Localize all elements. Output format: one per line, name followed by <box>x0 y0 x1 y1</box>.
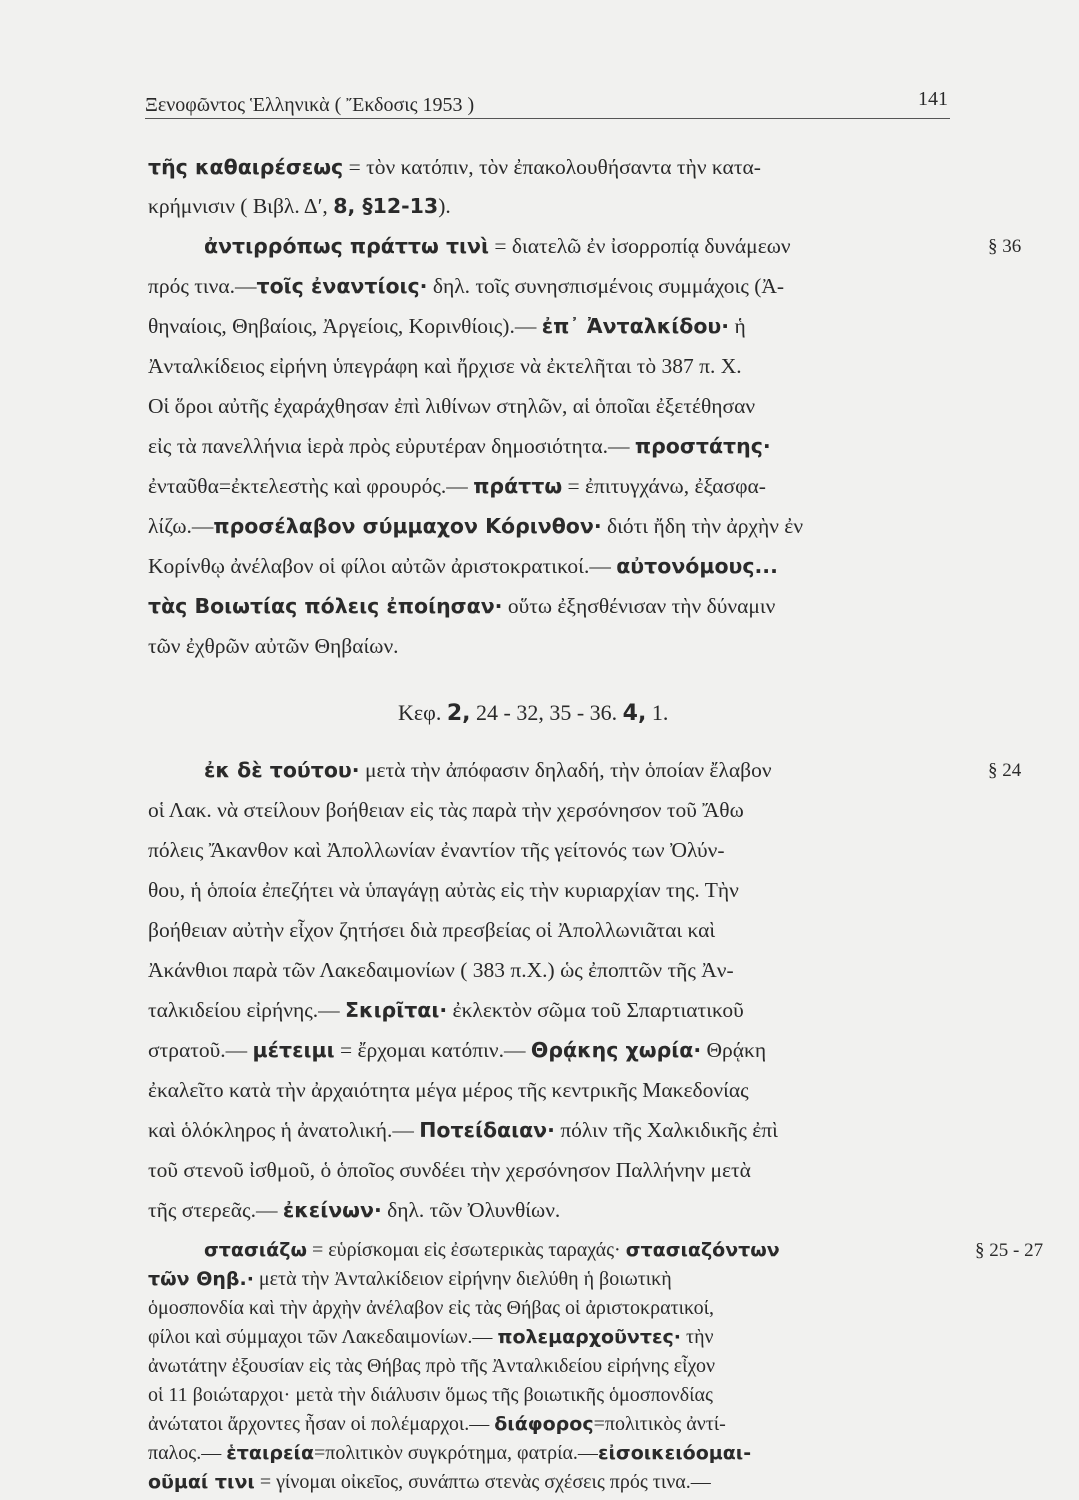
text-run: οἱ 11 βοιώταρχοι· μετὰ τὴν διάλυσιν ὅμως τῆς βοιωτικῆς ὁμοσπονδίας <box>148 1384 713 1406</box>
text-run: ὁμοσπονδία καὶ τὴν ἀρχὴν ἀνέλαβον εἰς τὰς Θήβας οἱ ἀριστοκρατικοί, <box>148 1297 715 1319</box>
text-line <box>148 1443 751 1463</box>
text-run: = εὑρίσκομαι εἰς ἐσωτερικὰς ταραχάς· <box>306 1239 626 1261</box>
header-rule <box>145 118 950 119</box>
text-line: Ἀκάνθιοι παρὰ τῶν Λακεδαιμονίων ( 383 π.Χ.) ὡς ἐποπτῶν τῆς Ἀν- <box>148 958 734 982</box>
text-line <box>204 1240 780 1260</box>
bold-term: στασιάζω <box>204 1239 307 1261</box>
text-line: στρατοῦ.— μέτειμι = ἔρχομαι κατόπιν.— Θρᾴκης χωρία· Θρᾴκη <box>148 1038 767 1062</box>
text-line <box>148 1414 726 1434</box>
text-line: πρός τινα.—τοῖς ἐναντίοις· δηλ. τοῖς συνησπισμένοις συμμάχοις (Ἀ- <box>148 274 785 298</box>
bold-term: τῶν Θηβ.· <box>148 1268 254 1290</box>
chapter-reference: Κεφ. 2, 24 - 32, 35 - 36. 4, 1. <box>398 700 669 726</box>
running-title: Ξενοφῶντος Ἑλληνικὰ ( Ἔκδοσις 1953 ) <box>145 94 475 116</box>
text-run: παλος.— <box>148 1442 227 1464</box>
text-run: μετὰ τὴν Ἀνταλκίδειον εἰρήνην διελύθη ἡ βοιωτικὴ <box>253 1268 672 1290</box>
text-line <box>148 1327 714 1347</box>
text-line <box>148 1269 672 1289</box>
text-line: ἀντιρρόπως πράττω τινὶ = διατελῶ ἐν ἰσορροπίᾳ δυνάμεων <box>204 234 791 258</box>
text-run: ἀνωτάτην ἐξουσίαν εἰς τὰς Θήβας πρὸ τῆς Ἀνταλκιδείου εἰρήνης εἶχον <box>148 1355 715 1377</box>
text-line: τῆς στερεᾶς.— ἐκείνων· δηλ. τῶν Ὀλυνθίων. <box>148 1198 561 1222</box>
text-line: πόλεις Ἄκανθον καὶ Ἀπολλωνίαν ἐναντίον τῆς γείτονός των Ὀλύν- <box>148 838 725 862</box>
text-line: καὶ ὁλόκληρος ἡ ἀνατολική.— Ποτείδαιαν· πόλιν τῆς Χαλκιδικῆς ἐπὶ <box>148 1118 778 1142</box>
text-line: ταλκιδείου εἰρήνης.— Σκιρῖται· ἐκλεκτὸν σῶμα τοῦ Σπαρτιατικοῦ <box>148 998 744 1022</box>
margin-note: § 24 <box>988 760 1022 781</box>
text-line: Ἀνταλκίδειος εἰρήνη ὑπεγράφη καὶ ἤρχισε νὰ ἐκτελῆται τὸ 387 π. Χ. <box>148 354 742 378</box>
text-run: = γίνομαι οἰκεῖος, συνάπτω στενὰς σχέσεις πρός τινα.— <box>254 1471 711 1493</box>
text-line <box>148 1472 711 1492</box>
text-line: βοήθειαν αὐτὴν εἶχον ζητήσει διὰ πρεσβείας οἱ Ἀπολλωνιᾶται καὶ <box>148 918 716 942</box>
text-line: τῶν ἐχθρῶν αὐτῶν Θηβαίων. <box>148 634 399 658</box>
text-run: =πολιτικὸς ἀντί- <box>593 1413 726 1435</box>
margin-note: § 25 - 27 <box>975 1240 1044 1261</box>
text-run: =πολιτικὸν συγκρότημα, φατρία.— <box>314 1442 598 1464</box>
bold-term: ἑταιρεία <box>226 1442 314 1464</box>
bold-term: οῦμαί τινι <box>148 1471 255 1493</box>
running-header <box>145 88 950 118</box>
text-line <box>148 1385 713 1405</box>
text-line <box>148 1298 714 1318</box>
text-line: Οἱ ὅροι αὐτῆς ἐχαράχθησαν ἐπὶ λιθίνων στηλῶν, αἱ ὁποῖαι ἐξετέθησαν <box>148 394 756 418</box>
text-run: τὴν <box>681 1326 714 1348</box>
text-line: τῆς καθαιρέσεως = τὸν κατόπιν, τὸν ἐπακολουθήσαντα τὴν κατα- <box>148 155 761 179</box>
text-line: εἰς τὰ πανελλήνια ἱερὰ πρὸς εὐρυτέραν δημοσιότητα.— προστάτης· <box>148 434 771 458</box>
bold-term: διάφορος <box>494 1413 594 1435</box>
page-number: 141 <box>918 88 948 110</box>
text-line: οἱ Λακ. νὰ στείλουν βοήθειαν εἰς τὰς παρὰ τὴν χερσόνησον τοῦ Ἄθω <box>148 798 744 822</box>
bold-term: εἰσοικειόομαι- <box>597 1442 752 1464</box>
text-run: φίλοι καὶ σύμμαχοι τῶν Λακεδαιμονίων.— <box>148 1326 498 1348</box>
text-line: Κορίνθῳ ἀνέλαβον οἱ φίλοι αὐτῶν ἀριστοκρατικοί.— αὐτονόμους... <box>148 554 778 578</box>
text-line: τοῦ στενοῦ ἰσθμοῦ, ὁ ὁποῖος συνδέει τὴν χερσόνησον Παλλήνην μετὰ <box>148 1158 751 1182</box>
text-line: θηναίοις, Θηβαίοις, Ἀργείοις, Κορινθίοις).— ἐπ᾽ Ἀνταλκίδου· ἡ <box>148 314 746 338</box>
bold-term: πολεμαρχοῦντες· <box>497 1326 682 1348</box>
text-run: ἀνώτατοι ἄρχοντες ἦσαν οἱ πολέμαρχοι.— <box>148 1413 495 1435</box>
text-line <box>148 1356 715 1376</box>
text-line: κρήμνισιν ( Βιβλ. Δ′, 8, §12-13). <box>148 194 451 218</box>
text-line: ἐνταῦθα=ἐκτελεστὴς καὶ φρουρός.— πράττω = ἐπιτυγχάνω, ἐξασφα- <box>148 474 766 498</box>
text-line: λίζω.—προσέλαβον σύμμαχον Κόρινθον· διότι ἤδη τὴν ἀρχὴν ἐν <box>148 514 804 538</box>
text-line: ἐκ δὲ τούτου· μετὰ τὴν ἀπόφασιν δηλαδή, τὴν ὁποίαν ἔλαβον <box>204 758 772 782</box>
bold-term: στασιαζόντων <box>625 1239 780 1261</box>
margin-note: § 36 <box>988 236 1022 257</box>
text-line: ἐκαλεῖτο κατὰ τὴν ἀρχαιότητα μέγα μέρος τῆς κεντρικῆς Μακεδονίας <box>148 1078 749 1102</box>
text-line: θου, ἡ ὁποία ἐπεζήτει νὰ ὑπαγάγῃ αὐτὰς εἰς τὴν κυριαρχίαν της. Τὴν <box>148 878 739 902</box>
text-line: τὰς Βοιωτίας πόλεις ἐποίησαν· οὕτω ἐξησθένισαν τὴν δύναμιν <box>148 594 776 618</box>
